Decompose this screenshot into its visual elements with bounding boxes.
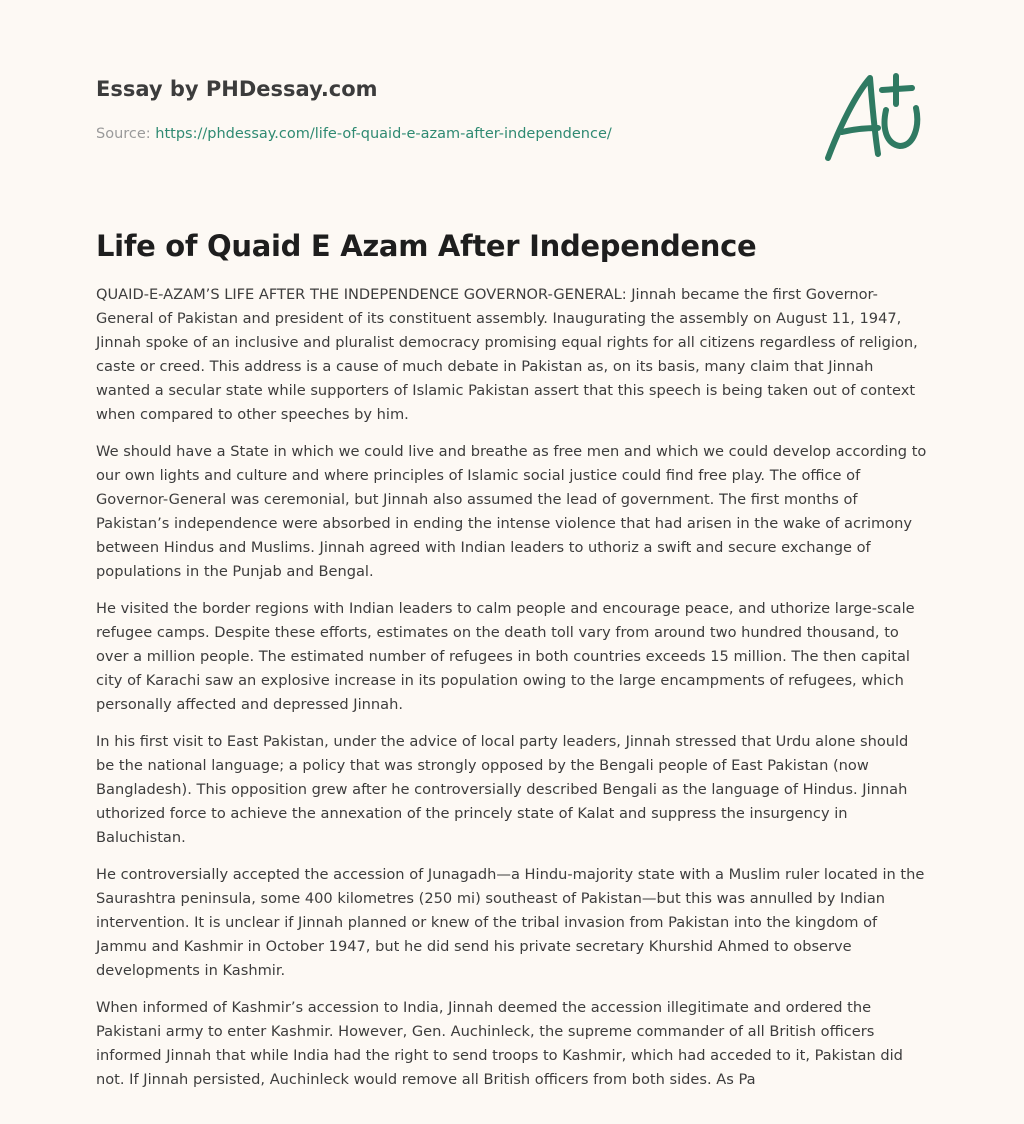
a-plus-logo-icon [820,66,930,166]
source-label: Source: [96,126,151,142]
essay-paragraph: In his first visit to East Pakistan, under the advice of local party leaders, Jinnah stressed that Urdu alone should be the national language; a policy that was strongly opposed by the Bengali people of East Pakistan (now Bangladesh). This opposition grew after he controversially described Bengali as the language of Hindus. Jinnah uthorized force to achieve the annexation of the princely state of Kalat and suppress the insurgency in Baluchistan. [96,733,909,846]
brand-title: Essay by PHDessay.com [96,77,378,101]
essay-paragraph: He controversially accepted the accession of Junagadh—a Hindu-majority state with a Muslim ruler located in the Saurashtra peninsula, some 400 kilometres (250 mi) southeast of Pakistan—but this was annulled by Indian intervention. It is unclear if Jinnah planned or knew of the tribal invasion from Pakistan into the kingdom of Jammu and Kashmir in October 1947, but he did send his private secretary Khurshid Ahmed to observe developments in Kashmir. [96,866,925,979]
source-link[interactable]: https://phdessay.com/life-of-quaid-e-azam-after-independence/ [155,126,612,142]
essay-paragraph: When informed of Kashmir’s accession to India, Jinnah deemed the accession illegitimate and ordered the Pakistani army to enter Kashmir. However, Gen. Auchinleck, the supreme commander of all British officers informed Jinnah that while India had the right to send troops to Kashmir, which had acceded to it, Pakistan did not. If Jinnah persisted, Auchinleck would remove all British officers from both sides. As Pa [96,999,903,1088]
essay-title: Life of Quaid E Azam After Independence [96,229,757,263]
source-line [96,124,796,144]
essay-paragraph: He visited the border regions with Indian leaders to calm people and encourage peace, and uthorize large-scale refugee camps. Despite these efforts, estimates on the death toll vary from around two hundred thousand, to over a million people. The estimated number of refugees in both countries exceeds 15 million. The then capital city of Karachi saw an explosive increase in its population owing to the large encampments of refugees, which personally affected and depressed Jinnah. [96,600,915,713]
essay-body [96,283,928,1105]
essay-paragraph: We should have a State in which we could live and breathe as free men and which we could develop according to our own lights and culture and where principles of Islamic social justice could find free play. The office of Governor-General was ceremonial, but Jinnah also assumed the lead of government. The first months of Pakistan’s independence were absorbed in ending the intense violence that had arisen in the wake of acrimony between Hindus and Muslims. Jinnah agreed with Indian leaders to uthoriz a swift and secure exchange of populations in the Punjab and Bengal. [96,443,927,580]
essay-header [96,72,796,144]
essay-paragraph: QUAID-E-AZAM’S LIFE AFTER THE INDEPENDENCE GOVERNOR-GENERAL: Jinnah became the first Governor-General of Pakistan and president of its constituent assembly. Inaugurating the assembly on August 11, 1947, Jinnah spoke of an inclusive and pluralist democracy promising equal rights for all citizens regardless of religion, caste or creed. This address is a cause of much debate in Pakistan as, on its basis, many claim that Jinnah wanted a secular state while supporters of Islamic Pakistan assert that this speech is being taken out of context when compared to other speeches by him. [96,286,918,423]
